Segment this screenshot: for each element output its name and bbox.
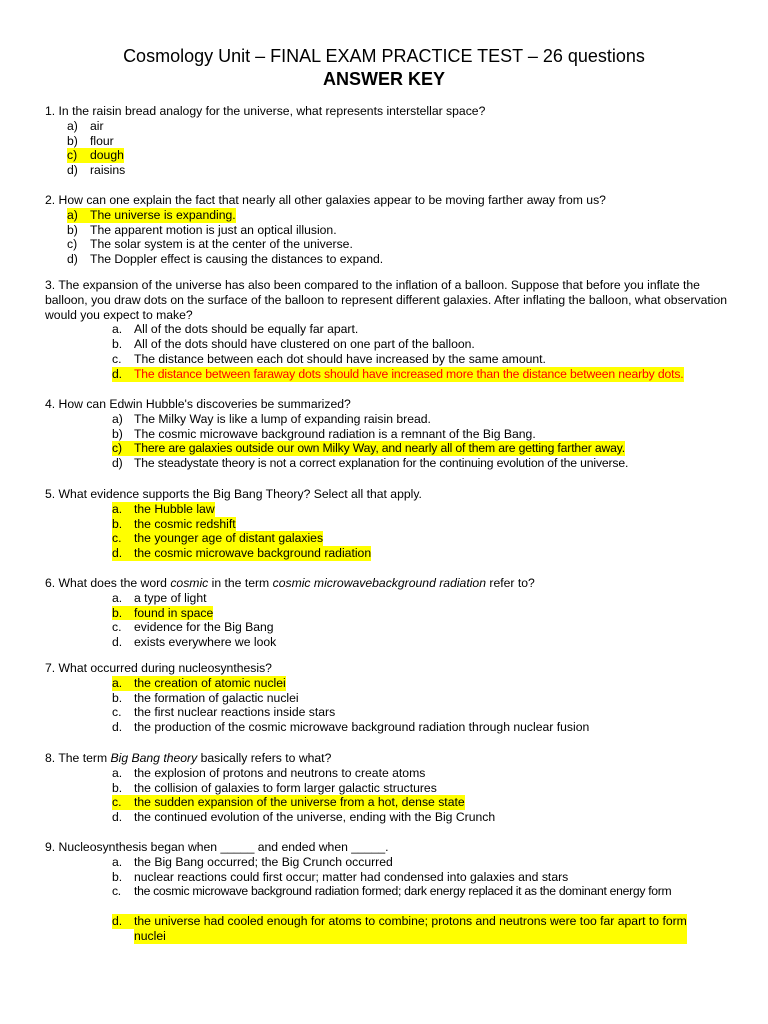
- option-d: d) The steadystate theory is not a correct explanation for the continuing evolution of the universe.: [112, 456, 629, 471]
- option-a-correct: a. the Hubble law: [112, 501, 215, 516]
- question-2: [45, 193, 735, 267]
- option-a: a. the Big Bang occurred; the Big Crunch occurred: [112, 854, 393, 869]
- option-c: c. the first nuclear reactions inside stars: [112, 705, 336, 720]
- question-stem: 8. The term Big Bang theory basically refers to what?: [45, 751, 332, 765]
- option-d-correct: d. the universe had cooled enough for atoms to combine; protons and neutrons were too far apart to form nuclei: [112, 914, 687, 943]
- option-b-correct: b. the cosmic redshift: [112, 516, 236, 531]
- option-c: c. The distance between each dot should have increased by the same amount.: [112, 351, 546, 366]
- option-list: [45, 502, 735, 561]
- option-d-correct: d. The distance between faraway dots should have increased more than the distance between nearby dots.: [112, 366, 684, 381]
- question-3: [45, 278, 735, 382]
- question-8: [45, 751, 735, 825]
- option-b: b. nuclear reactions could first occur; matter had condensed into galaxies and stars: [112, 869, 569, 884]
- option-list: [45, 676, 735, 735]
- option-b: b) The apparent motion is just an optical illusion.: [67, 222, 337, 237]
- question-stem: 2. How can one explain the fact that nearly all other galaxies appear to be moving farther away from us?: [45, 193, 606, 207]
- option-list: [45, 855, 735, 944]
- question-stem: 7. What occurred during nucleosynthesis?: [45, 661, 272, 675]
- option-a-correct: a. the creation of atomic nuclei: [112, 675, 286, 690]
- option-b: b. All of the dots should have clustered on one part of the balloon.: [112, 337, 475, 352]
- option-c-correct: c) dough: [67, 148, 124, 163]
- option-d: d) raisins: [67, 163, 126, 178]
- question-stem: 3. The expansion of the universe has also been compared to the inflation of a balloon. Suppose that before you inflate the balloon, you draw dots on the surface of the balloon to represent different galaxies. After inflating the balloon, what observation would you expect to make?: [45, 278, 728, 322]
- option-d-correct: d. the cosmic microwave background radiation: [112, 546, 372, 561]
- option-b: b. the collision of galaxies to form larger galactic structures: [112, 780, 437, 795]
- question-1: [45, 104, 735, 178]
- option-b: b) flour: [67, 133, 114, 148]
- question-stem: 1. In the raisin bread analogy for the universe, what represents interstellar space?: [45, 104, 486, 118]
- option-a: a) The Milky Way is like a lump of expanding raisin bread.: [112, 411, 431, 426]
- option-a: a. the explosion of protons and neutrons to create atoms: [112, 765, 426, 780]
- option-a-correct: a) The universe is expanding.: [67, 207, 236, 222]
- option-list: [45, 591, 735, 650]
- option-list: [45, 766, 735, 825]
- option-d: d. exists everywhere we look: [112, 635, 277, 650]
- question-stem: 4. How can Edwin Hubble's discoveries be summarized?: [45, 397, 351, 411]
- document-subtitle: ANSWER KEY: [322, 69, 445, 89]
- option-d: d) The Doppler effect is causing the distances to expand.: [67, 252, 384, 267]
- option-b-correct: b. found in space: [112, 605, 214, 620]
- question-6: [45, 576, 735, 650]
- option-c: c. evidence for the Big Bang: [112, 620, 274, 635]
- option-list: [45, 322, 735, 381]
- option-c-correct: c. the younger age of distant galaxies: [112, 531, 324, 546]
- question-stem: 6. What does the word cosmic in the term cosmic microwavebackground radiation refer to?: [45, 576, 535, 590]
- option-d: d. the continued evolution of the universe, ending with the Big Crunch: [112, 810, 496, 825]
- option-d: d. the production of the cosmic microwave background radiation through nuclear fusion: [112, 720, 590, 735]
- document-title: Cosmology Unit – FINAL EXAM PRACTICE TEST – 26 questions: [123, 46, 645, 66]
- question-stem: 9. Nucleosynthesis began when _____ and ended when _____.: [45, 840, 389, 854]
- question-9: [45, 840, 735, 944]
- question-5: [45, 487, 735, 561]
- option-a: a. a type of light: [112, 590, 207, 605]
- option-c: c. the cosmic microwave background radiation formed; dark energy replaced it as the dominant energy form: [112, 884, 672, 899]
- option-b: b. the formation of galactic nuclei: [112, 690, 299, 705]
- option-a: a) air: [67, 118, 104, 133]
- option-b: b) The cosmic microwave background radiation is a remnant of the Big Bang.: [112, 426, 536, 441]
- option-c: c) The solar system is at the center of the universe.: [67, 237, 353, 252]
- question-7: [45, 661, 735, 735]
- question-stem: 5. What evidence supports the Big Bang Theory? Select all that apply.: [45, 487, 422, 501]
- question-4: [45, 397, 735, 471]
- option-c-correct: c) There are galaxies outside our own Milky Way, and nearly all of them are getting farther away.: [112, 441, 626, 456]
- option-c-correct: c. the sudden expansion of the universe from a hot, dense state: [112, 795, 465, 810]
- option-a: a. All of the dots should be equally far apart.: [112, 322, 359, 337]
- option-list: [45, 119, 735, 178]
- option-list: [45, 208, 735, 267]
- option-list: [45, 412, 735, 471]
